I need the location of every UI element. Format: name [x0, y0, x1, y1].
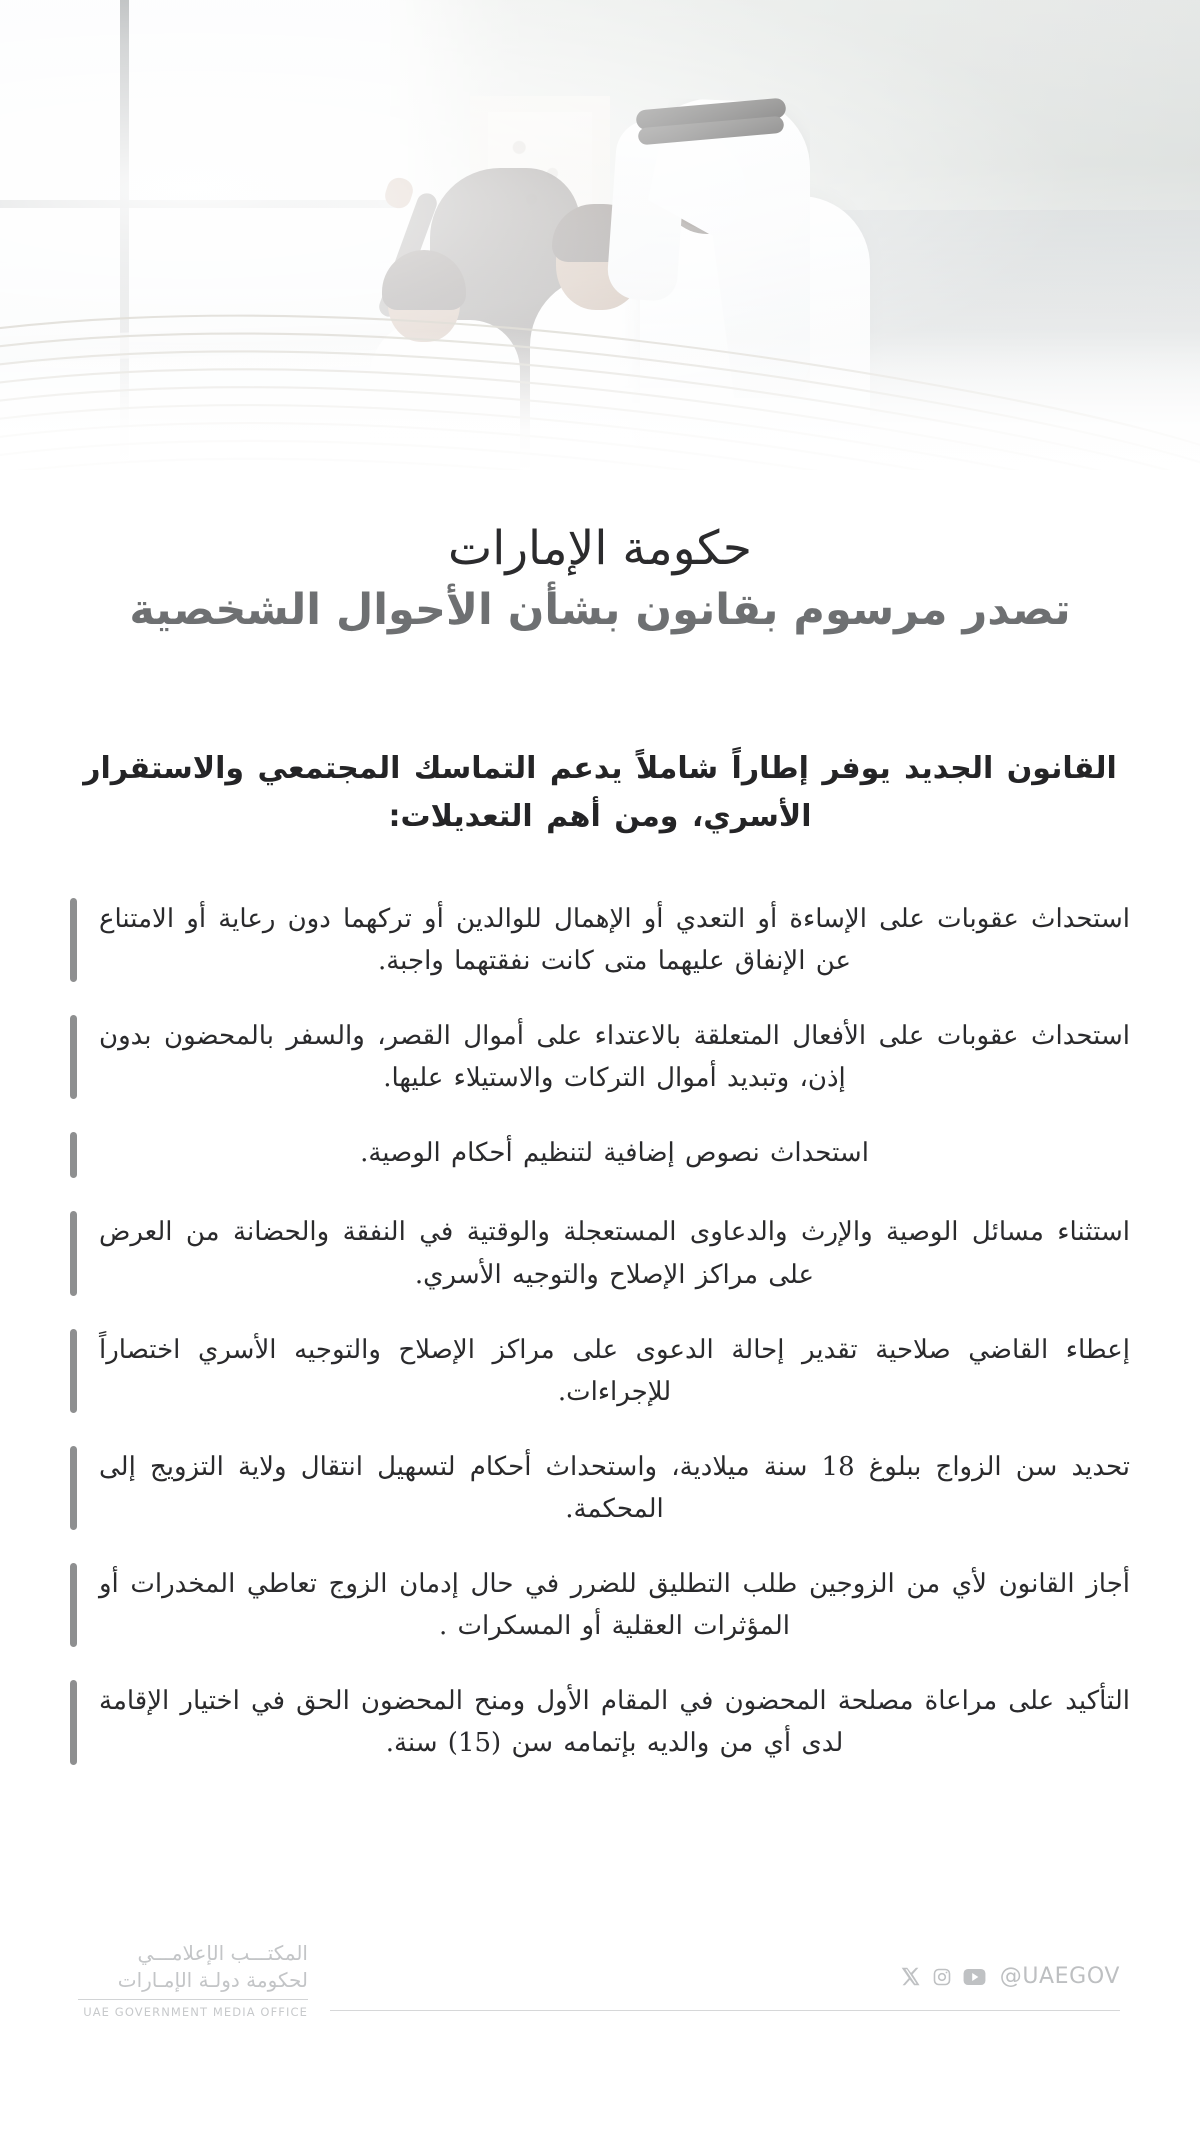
footer-divider	[330, 2010, 1120, 2011]
list-item-text: استحداث عقوبات على الإساءة أو التعدي أو الإهمال للوالدين أو تركهما دون رعاية أو الامتناع عن الإنفاق عليهما متى كانت نفقتهما واجبة.	[99, 904, 1130, 977]
list-item-accent-bar	[70, 1446, 77, 1530]
list-item-accent-bar	[70, 1015, 77, 1099]
list-item	[70, 898, 1130, 982]
list-item	[70, 1563, 1130, 1647]
list-item-accent-bar	[70, 898, 77, 982]
headline-line-1: حكومة الإمارات	[448, 521, 752, 576]
list-item	[70, 1211, 1130, 1295]
logo-arabic-line-2: لحكومة دولـة الإمـارات	[78, 1967, 308, 2000]
list-item-accent-bar	[70, 1563, 77, 1647]
list-item-accent-bar	[70, 1329, 77, 1413]
intro-paragraph: القانون الجديد يوفر إطاراً شاملاً يدعم التماسك المجتمعي والاستقرار الأسري، ومن أهم التعديلات:	[83, 751, 1117, 834]
social-handle-text[interactable]: @UAEGOV	[999, 1964, 1120, 1989]
social-handles	[900, 1964, 1120, 1989]
instagram-icon[interactable]	[932, 1967, 952, 1987]
footer	[0, 1905, 1200, 2035]
logo-arabic-line-1: المكتـــب الإعلامـــي	[137, 1941, 308, 1965]
amendments-list	[70, 898, 1130, 1798]
list-item	[70, 1015, 1130, 1099]
list-item-text: استحداث عقوبات على الأفعال المتعلقة بالاعتداء على أموال القصر، والسفر بالمحضون بدون إذن، وتبديد أموال التركات والاستيلاء عليها.	[99, 1021, 1130, 1094]
youtube-icon[interactable]	[963, 1968, 986, 1986]
headline-block	[0, 520, 1200, 639]
list-item-text: استحداث نصوص إضافية لتنظيم أحكام الوصية.	[360, 1138, 869, 1169]
list-item	[70, 1446, 1130, 1530]
list-item-text: إعطاء القاضي صلاحية تقدير إحالة الدعوى على مراكز الإصلاح والتوجيه الأسري اختصاراً للإجراءات.	[99, 1334, 1130, 1407]
list-item-text: أجاز القانون لأي من الزوجين طلب التطليق للضرر في حال إدمان الزوج تعاطي المخدرات أو المؤثرات العقلية أو المسكرات .	[99, 1569, 1130, 1642]
x-icon[interactable]	[900, 1966, 921, 1987]
list-item	[70, 1132, 1130, 1178]
list-item-accent-bar	[70, 1132, 77, 1178]
list-item-text: التأكيد على مراعاة مصلحة المحضون في المقام الأول ومنح المحضون الحق في اختيار الإقامة لدى أي من والديه بإتمامه سن (15) سنة.	[99, 1686, 1130, 1759]
hero-photo	[0, 0, 1200, 470]
list-item-accent-bar	[70, 1211, 77, 1295]
list-item-accent-bar	[70, 1680, 77, 1764]
logo-english-line: UAE GOVERNMENT MEDIA OFFICE	[83, 2005, 308, 2019]
list-item-text: تحديد سن الزواج ببلوغ 18 سنة ميلادية، واستحداث أحكام لتسهيل انتقال ولاية التزويج إلى المحكمة.	[99, 1451, 1131, 1524]
list-item	[70, 1329, 1130, 1413]
list-item-text: استثناء مسائل الوصية والإرث والدعاوى المستعجلة والوقتية في النفقة والحضانة من العرض على مراكز الإصلاح والتوجيه الأسري.	[99, 1217, 1130, 1290]
headline-line-2: تصدر مرسوم بقانون بشأن الأحوال الشخصية	[129, 584, 1071, 635]
uae-government-media-office-logo	[78, 1940, 308, 2019]
list-item	[70, 1680, 1130, 1764]
